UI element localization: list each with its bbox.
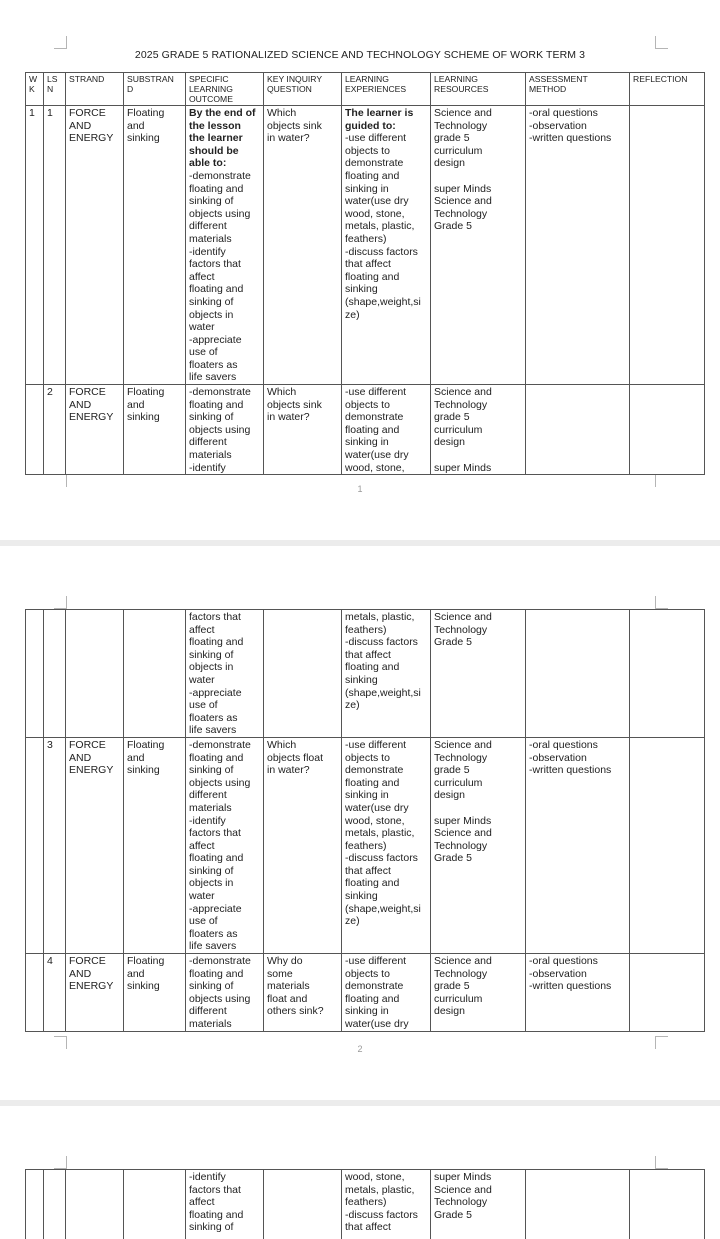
header-assessment-method: ASSESSMENT METHOD bbox=[526, 73, 630, 106]
document-title: 2025 GRADE 5 RATIONALIZED SCIENCE AND TECHNOLOGY SCHEME OF WORK TERM 3 bbox=[134, 49, 586, 61]
header-substrand: SUBSTRAN D bbox=[124, 73, 186, 106]
learning-outcome-cell: factors that affect floating and sinking of objects in water -appreciate use of floaters as life savers bbox=[186, 610, 264, 738]
strand-cell bbox=[66, 610, 124, 738]
learning-experiences-cell: -use different objects to demonstrate floating and sinking in water(use dry bbox=[342, 954, 431, 1032]
substrand-cell: Floating and sinking bbox=[124, 737, 186, 953]
page-corner-mark bbox=[655, 36, 668, 49]
document-page-2 bbox=[0, 546, 720, 1100]
lesson-cell: 4 bbox=[44, 954, 66, 1032]
reflection-cell bbox=[630, 106, 705, 385]
header-lsn: LS N bbox=[44, 73, 66, 106]
inquiry-question-cell bbox=[264, 610, 342, 738]
header-strand: STRAND bbox=[66, 73, 124, 106]
assessment-method-cell bbox=[526, 1170, 630, 1239]
reflection-cell bbox=[630, 385, 705, 475]
page-corner-mark bbox=[54, 596, 67, 609]
lesson-cell: 1 bbox=[44, 106, 66, 385]
learning-outcome-cell: -demonstrate floating and sinking of objects using different materials -identify bbox=[186, 385, 264, 475]
scheme-of-work-table bbox=[25, 72, 705, 475]
page-corner-mark bbox=[54, 1156, 67, 1169]
document-page-1 bbox=[0, 0, 720, 540]
lesson-cell bbox=[44, 610, 66, 738]
page-corner-mark bbox=[54, 36, 67, 49]
table-row bbox=[26, 385, 705, 475]
reflection-cell bbox=[630, 737, 705, 953]
page-corner-mark bbox=[655, 1156, 668, 1169]
header-reflection: REFLECTION bbox=[630, 73, 705, 106]
learning-experiences-cell: -use different objects to demonstrate floating and sinking in water(use dry wood, stone, bbox=[342, 385, 431, 475]
learning-resources-cell: Science and Technology Grade 5 bbox=[431, 610, 526, 738]
page-number: 1 bbox=[357, 484, 363, 494]
inquiry-question-cell bbox=[264, 1170, 342, 1239]
header-row bbox=[26, 73, 705, 106]
assessment-method-cell: -oral questions -observation -written questions bbox=[526, 737, 630, 953]
lesson-cell bbox=[44, 1170, 66, 1239]
page-corner-mark bbox=[655, 596, 668, 609]
inquiry-question-cell: Which objects sink in water? bbox=[264, 385, 342, 475]
strand-cell: FORCE AND ENERGY bbox=[66, 954, 124, 1032]
learning-experiences-text: -use different objects to demonstrate floating and sinking in water(use dry wood, stone, metals, plastic, feathers) -discuss factors that affect floating and sinking (shape,weight,si ze) bbox=[345, 132, 421, 321]
learning-experiences-intro: The learner is guided to: bbox=[345, 107, 414, 132]
learning-resources-cell: Science and Technology grade 5 curriculum design bbox=[431, 954, 526, 1032]
learning-experiences-cell: -use different objects to demonstrate floating and sinking in water(use dry wood, stone, metals, plastic, feathers) -discuss factors that affect floating and sinking (shape,weight,si ze) bbox=[342, 737, 431, 953]
learning-outcome-text: -demonstrate floating and sinking of objects using different materials -identify factors that affect floating and sinking of objects in water -appreciate use of floaters as life savers bbox=[189, 169, 251, 384]
substrand-cell: Floating and sinking bbox=[124, 954, 186, 1032]
learning-outcome-cell: -demonstrate floating and sinking of objects using different materials bbox=[186, 954, 264, 1032]
header-key-inquiry-question: KEY INQUIRY QUESTION bbox=[264, 73, 342, 106]
strand-cell: FORCE AND ENERGY bbox=[66, 106, 124, 385]
week-cell bbox=[26, 954, 44, 1032]
strand-cell: FORCE AND ENERGY bbox=[66, 385, 124, 475]
week-cell bbox=[26, 737, 44, 953]
table-row bbox=[26, 954, 705, 1032]
assessment-method-cell bbox=[526, 385, 630, 475]
header-learning-resources: LEARNING RESOURCES bbox=[431, 73, 526, 106]
substrand-cell: Floating and sinking bbox=[124, 385, 186, 475]
inquiry-question-cell: Which objects float in water? bbox=[264, 737, 342, 953]
assessment-method-cell: -oral questions -observation -written questions bbox=[526, 954, 630, 1032]
inquiry-question-cell: Why do some materials float and others sink? bbox=[264, 954, 342, 1032]
scheme-of-work-table-continued bbox=[25, 1169, 705, 1239]
reflection-cell bbox=[630, 954, 705, 1032]
table-row bbox=[26, 1170, 705, 1239]
strand-cell bbox=[66, 1170, 124, 1239]
learning-outcome-cell: -demonstrate floating and sinking of objects using different materials -identify factors that affect floating and sinking of objects in water -appreciate use of floaters as life savers bbox=[186, 737, 264, 953]
learning-resources-cell: Science and Technology grade 5 curriculum design super Minds Science and Technology Grade 5 bbox=[431, 737, 526, 953]
week-cell: 1 bbox=[26, 106, 44, 385]
header-specific-learning-outcome: SPECIFIC LEARNING OUTCOME bbox=[186, 73, 264, 106]
learning-outcome-intro: By the end of the lesson the learner should be able to: bbox=[189, 107, 256, 170]
table-row bbox=[26, 610, 705, 738]
inquiry-question-cell: Which objects sink in water? bbox=[264, 106, 342, 385]
reflection-cell bbox=[630, 1170, 705, 1239]
assessment-method-cell: -oral questions -observation -written questions bbox=[526, 106, 630, 385]
page-number: 2 bbox=[357, 1044, 363, 1054]
assessment-method-cell bbox=[526, 610, 630, 738]
week-cell bbox=[26, 610, 44, 738]
reflection-cell bbox=[630, 610, 705, 738]
lesson-cell: 2 bbox=[44, 385, 66, 475]
header-wk: W K bbox=[26, 73, 44, 106]
learning-experiences-cell: metals, plastic, feathers) -discuss factors that affect floating and sinking (shape,weight,si ze) bbox=[342, 610, 431, 738]
learning-outcome-cell bbox=[186, 106, 264, 385]
substrand-cell bbox=[124, 1170, 186, 1239]
substrand-cell bbox=[124, 610, 186, 738]
learning-resources-cell: super Minds Science and Technology Grade 5 bbox=[431, 1170, 526, 1239]
scheme-of-work-table-continued bbox=[25, 609, 705, 1032]
table-row bbox=[26, 106, 705, 385]
learning-experiences-cell bbox=[342, 106, 431, 385]
table-row bbox=[26, 737, 705, 953]
header-learning-experiences: LEARNING EXPERIENCES bbox=[342, 73, 431, 106]
lesson-cell: 3 bbox=[44, 737, 66, 953]
week-cell bbox=[26, 385, 44, 475]
week-cell bbox=[26, 1170, 44, 1239]
document-page-3 bbox=[0, 1106, 720, 1239]
learning-experiences-cell: wood, stone, metals, plastic, feathers) -discuss factors that affect bbox=[342, 1170, 431, 1239]
strand-cell: FORCE AND ENERGY bbox=[66, 737, 124, 953]
learning-outcome-cell: -identify factors that affect floating and sinking of bbox=[186, 1170, 264, 1239]
learning-resources-cell: Science and Technology grade 5 curriculum design super Minds bbox=[431, 385, 526, 475]
learning-resources-cell: Science and Technology grade 5 curriculum design super Minds Science and Technology Grade 5 bbox=[431, 106, 526, 385]
substrand-cell: Floating and sinking bbox=[124, 106, 186, 385]
